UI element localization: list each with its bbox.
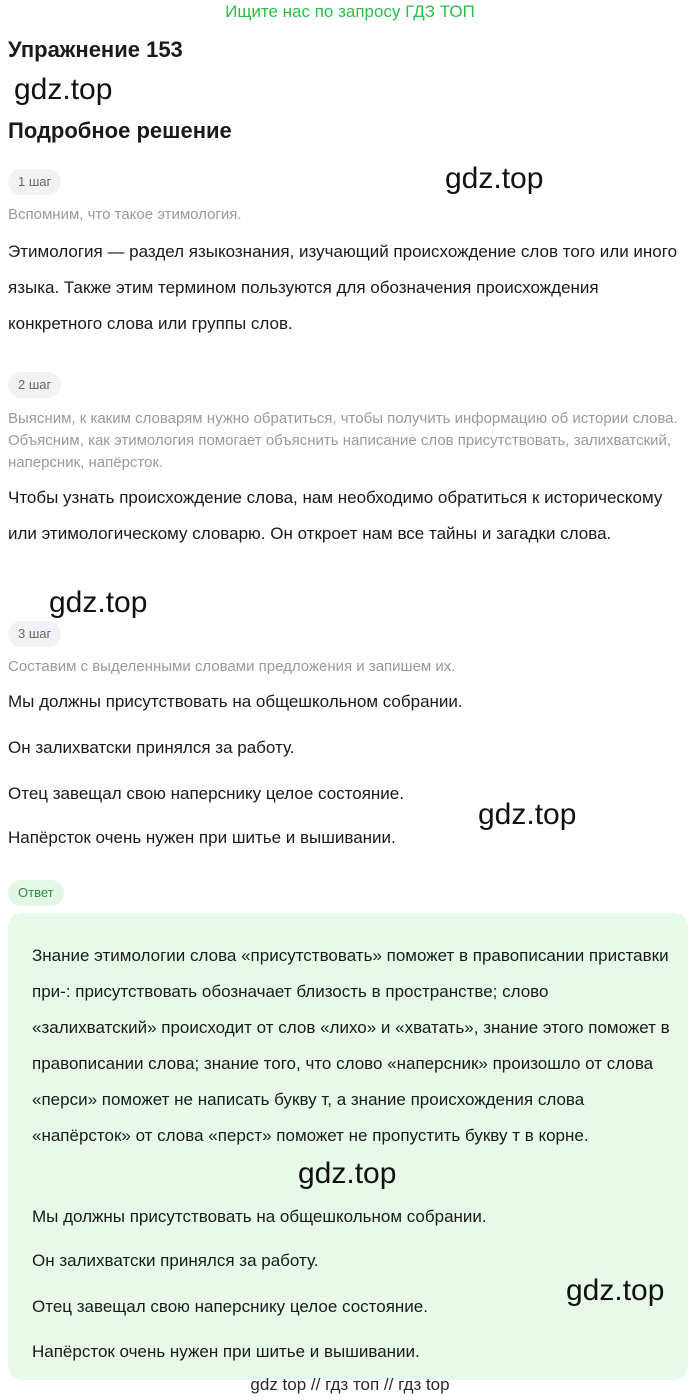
watermark: gdz.top bbox=[298, 1157, 397, 1190]
solution-title: Подробное решение bbox=[8, 118, 232, 143]
step-2-hint: Выясним, к каким словарям нужно обратиться, чтобы получить информацию об истории слова. Объясним, как этимология помогает объяснить написание слов присутствовать, залихватский, наперсник, напёрсток. bbox=[8, 410, 678, 471]
search-banner: Ищите нас по запросу ГДЗ ТОП bbox=[225, 2, 475, 21]
answer-paragraph: Знание этимологии слова «присутствовать» поможет в правописании приставки при-: присутствовать обозначает близость в пространстве; слово «залихватский» происходит от слов «лихо» и «хватать», знание этого поможет в правописании слова; знание того, что слово «наперсник» произошло от слова «перси» поможет не написать букву т, а знание происхождения слова «напёрсток» от слова «перст» поможет не пропустить букву т в корне. bbox=[32, 946, 670, 1145]
watermark: gdz.top bbox=[14, 73, 113, 106]
step-3-sentence: Он залихватски принялся за работу. bbox=[8, 738, 295, 757]
exercise-title: Упражнение 153 bbox=[8, 37, 183, 62]
step-1-badge: 1 шаг bbox=[8, 169, 61, 195]
answer-sentence: Мы должны присутствовать на общешкольном собрании. bbox=[32, 1207, 487, 1226]
watermark: gdz.top bbox=[445, 162, 544, 195]
footer-links: gdz top // гдз топ // гдз top bbox=[250, 1375, 450, 1394]
answer-sentence: Отец завещал свою наперснику целое состояние. bbox=[32, 1297, 428, 1316]
answer-badge: Ответ bbox=[8, 880, 64, 906]
step-1-hint: Вспомним, что такое этимология. bbox=[8, 206, 242, 223]
watermark: gdz.top bbox=[478, 798, 577, 831]
step-3-sentence: Отец завещал свою наперснику целое состояние. bbox=[8, 784, 404, 803]
step-1-text: Этимология — раздел языкознания, изучающий происхождение слов того или иного языка. Также этим термином пользуются для обозначения происхождения конкретного слова или группы слов. bbox=[8, 242, 678, 333]
step-2-text: Чтобы узнать происхождение слова, нам необходимо обратиться к историческому или этимологическому словарю. Он откроет нам все тайны и загадки слова. bbox=[8, 488, 663, 543]
step-3-sentence: Напёрсток очень нужен при шитье и вышивании. bbox=[8, 828, 396, 847]
step-3-sentence: Мы должны присутствовать на общешкольном собрании. bbox=[8, 692, 463, 711]
answer-sentence: Напёрсток очень нужен при шитье и вышивании. bbox=[32, 1342, 420, 1361]
step-3-badge: 3 шаг bbox=[8, 621, 61, 647]
step-2-badge: 2 шаг bbox=[8, 372, 61, 398]
answer-sentence: Он залихватски принялся за работу. bbox=[32, 1251, 319, 1270]
watermark: gdz.top bbox=[566, 1274, 665, 1307]
watermark: gdz.top bbox=[49, 586, 148, 619]
step-3-hint: Составим с выделенными словами предложения и запишем их. bbox=[8, 658, 456, 675]
